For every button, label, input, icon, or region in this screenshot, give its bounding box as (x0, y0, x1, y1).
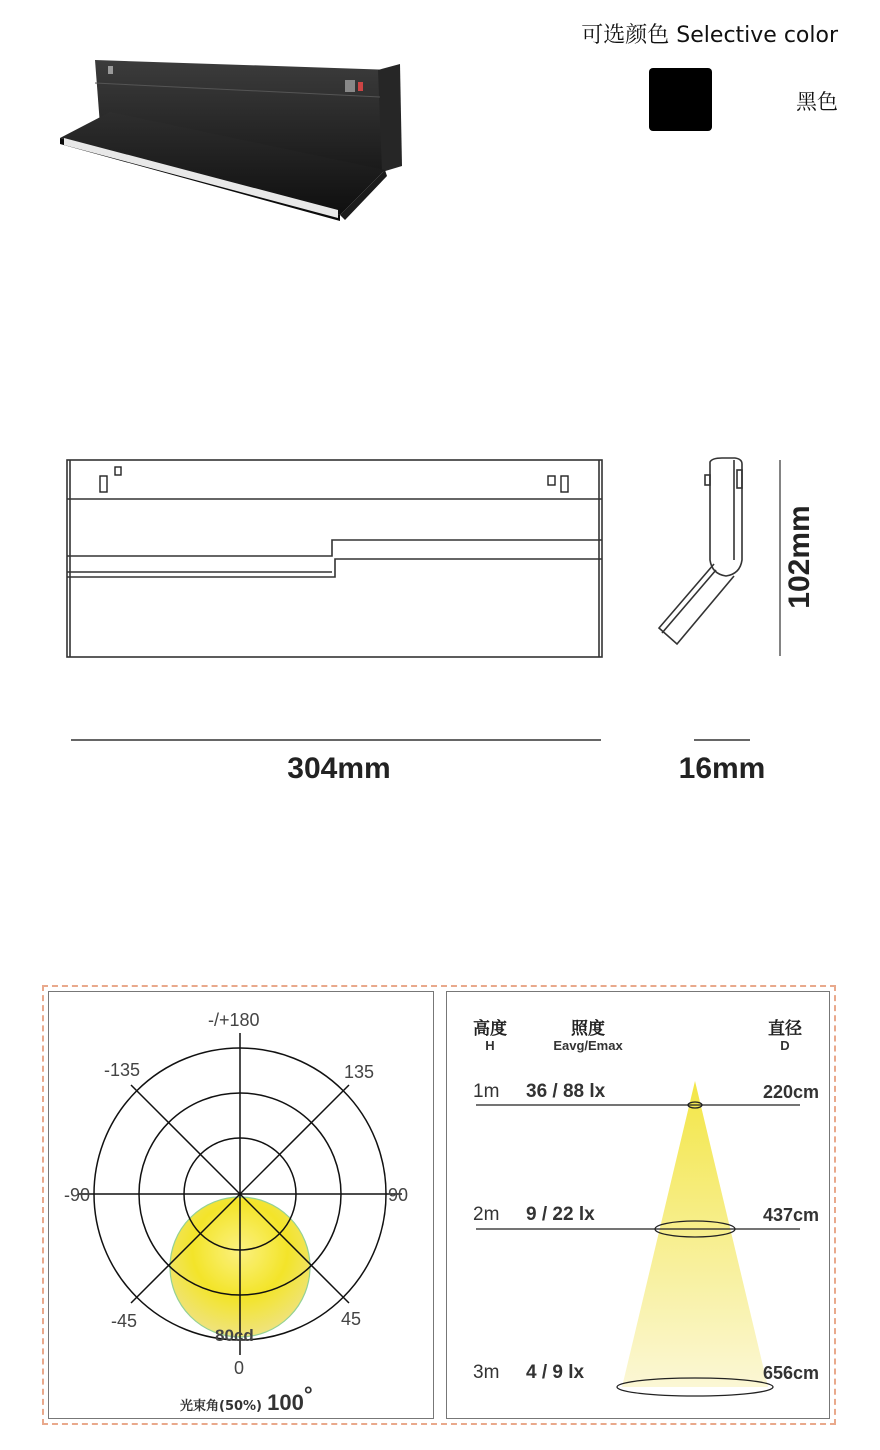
polar-label-neg45: -45 (111, 1311, 138, 1331)
width-dimension: 304mm (287, 752, 391, 785)
side-view-drawing (650, 450, 790, 750)
header-diameter: 直径 (768, 1019, 802, 1038)
row-2-height: 2m (473, 1204, 500, 1225)
header-lux-sub: Eavg/Emax (553, 1038, 623, 1053)
row-2-lux: 9 / 22 lx (526, 1204, 595, 1225)
beam-angle-unit: ° (303, 1382, 313, 1407)
color-section-title: 可选颜色 Selective color (581, 23, 838, 48)
polar-diagram (48, 991, 434, 1419)
beam-angle-label: 光束角(50%) (180, 1399, 262, 1414)
beam-angle (180, 1382, 313, 1416)
polar-label-neg90: -90 (64, 1185, 91, 1205)
polar-label-180: -/+180 (208, 1010, 260, 1030)
color-swatch-label: 黑色 (796, 90, 838, 114)
row-3-height: 3m (473, 1362, 500, 1383)
polar-label-neg135: -135 (104, 1060, 141, 1080)
polar-label-90: 90 (388, 1185, 409, 1205)
polar-label-135: 135 (344, 1062, 375, 1082)
header-lux: 照度 (571, 1019, 605, 1038)
front-view-drawing (60, 450, 620, 750)
header-height: 高度 (473, 1019, 507, 1038)
row-2-diameter: 437cm (763, 1205, 820, 1225)
polar-label-45: 45 (341, 1309, 362, 1329)
height-dimension: 102mm (783, 505, 816, 609)
header-height-sub: H (485, 1038, 495, 1053)
row-1-height: 1m (473, 1081, 500, 1102)
color-swatch-black[interactable] (649, 68, 712, 131)
row-1-lux: 36 / 88 lx (526, 1081, 606, 1102)
header-diameter-sub: D (780, 1038, 790, 1053)
row-3-diameter: 656cm (763, 1363, 820, 1383)
depth-dimension: 16mm (678, 752, 766, 785)
product-photo (50, 50, 420, 225)
polar-center-value: 80cd (215, 1326, 254, 1345)
row-3-lux: 4 / 9 lx (526, 1362, 585, 1383)
light-cone (622, 1081, 768, 1387)
beam-angle-value: 100 (267, 1390, 304, 1415)
polar-label-0: 0 (234, 1358, 245, 1378)
row-1-diameter: 220cm (763, 1082, 820, 1102)
